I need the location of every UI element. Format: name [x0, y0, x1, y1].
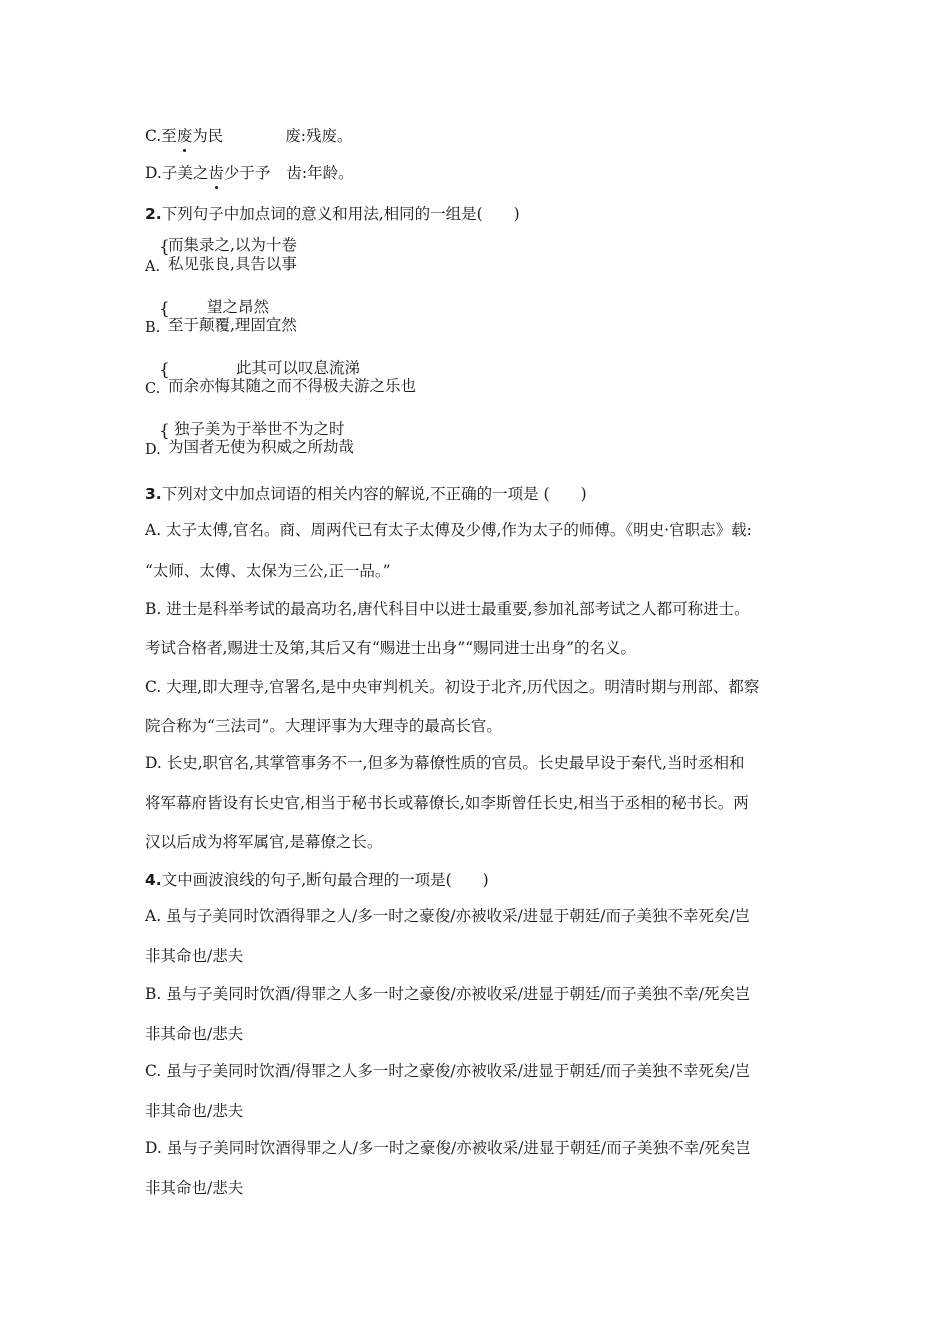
q4-line: B. 虽与子美同时饮酒/得罪之人多一时之豪俊/亦被收采/进显于朝廷/而子美独不幸/死矣岂	[145, 985, 751, 1003]
q2-option-d-label: D.	[145, 442, 161, 458]
q4-line: A. 虽与子美同时饮酒得罪之人/多一时之豪俊/亦被收采/进显于朝廷/而子美独不幸死矣/岂	[145, 907, 751, 925]
brace-icon: {	[159, 299, 170, 319]
q4-number: 4.	[145, 871, 162, 889]
q2-option-b-label: B.	[145, 320, 161, 336]
q3-line: 汉以后成为将军属官,是幕僚之长。	[145, 833, 383, 851]
q1-option-c-gloss: 废:残废。	[285, 127, 353, 145]
q2-option-c-line2: 而余亦悔其随之而不得极夫游之乐也	[168, 377, 417, 395]
q3-stem: 3.下列对文中加点词语的相关内容的解说,不正确的一项是 ( )	[145, 485, 587, 503]
q3-line: 将军幕府皆设有长史官,相当于秘书长或幕僚长,如李斯曾任长史,相当于丞相的秘书长。两	[145, 794, 749, 812]
q2-option-d-line1: 独子美为于举世不为之时	[174, 420, 345, 438]
q1-option-c: C.至废为民 废:残废。	[145, 127, 353, 145]
q2-option-d-line2: 为国者无使为积威之所劫哉	[168, 438, 355, 456]
q2-option-a-line2: 私见张良,具告以事	[168, 255, 297, 273]
q3-line: D. 长史,职官名,其掌管事务不一,但多为幕僚性质的官员。长史最早设于秦代,当时丞相和	[145, 754, 745, 772]
q1-option-d-label: D.	[145, 164, 162, 182]
q2-stem: 2.下列句子中加点词的意义和用法,相同的一组是( )	[145, 205, 520, 223]
q2-number: 2.	[145, 205, 162, 223]
q4-line: 非其命也/悲夫	[145, 1179, 244, 1197]
brace-icon: {	[159, 237, 170, 257]
q4-line: 非其命也/悲夫	[145, 1102, 244, 1120]
emphasis-dot: 废	[176, 127, 193, 145]
q3-line: “太师、太傅、太保为三公,正一品。”	[145, 562, 391, 580]
q3-line: 考试合格者,赐进士及第,其后又有“赐进士出身”“赐同进士出身”的名义。	[145, 639, 637, 657]
brace-icon: {	[159, 360, 170, 380]
q2-option-a-label: A.	[145, 259, 161, 275]
q3-line: A. 太子太傅,官名。商、周两代已有太子太傅及少傅,作为太子的师傅。《明史·官职志》载:	[145, 521, 752, 539]
q4-line: D. 虽与子美同时饮酒得罪之人/多一时之豪俊/亦被收采/进显于朝廷/而子美独不幸/死矣岂	[145, 1139, 751, 1157]
q4-line: 非其命也/悲夫	[145, 1025, 244, 1043]
q4-line: C. 虽与子美同时饮酒/得罪之人多一时之豪俊/亦被收采/进显于朝廷/而子美独不幸死矣/岂	[145, 1062, 751, 1080]
q1-option-c-label: C.	[145, 127, 162, 145]
q2-option-c-line1: 此其可以叹息流涕	[236, 359, 361, 377]
brace-icon: {	[159, 421, 170, 441]
q3-line: 院合称为“三法司”。大理评事为大理寺的最高长官。	[145, 717, 502, 735]
q3-line: C. 大理,即大理寺,官署名,是中央审判机关。初设于北齐,历代因之。明清时期与刑部、都察	[145, 678, 760, 696]
q2-option-a-line1: 而集录之,以为十卷	[168, 236, 297, 254]
q2-option-b-line1: 望之昂然	[207, 298, 270, 316]
emphasis-dot: 齿	[208, 164, 224, 182]
q2-option-c-label: C.	[145, 381, 161, 397]
q3-line: B. 进士是科举考试的最高功名,唐代科目中以进士最重要,参加礼部考试之人都可称进士。	[145, 600, 750, 618]
q1-option-d: D.子美之齿少于予 齿:年龄。	[145, 164, 354, 182]
q1-option-d-gloss: 齿:年龄。	[286, 164, 354, 182]
q4-stem: 4.文中画波浪线的句子,断句最合理的一项是( )	[145, 871, 489, 889]
q4-line: 非其命也/悲夫	[145, 947, 244, 965]
q2-option-b-line2: 至于颠覆,理固宜然	[168, 316, 297, 334]
q3-number: 3.	[145, 485, 162, 503]
